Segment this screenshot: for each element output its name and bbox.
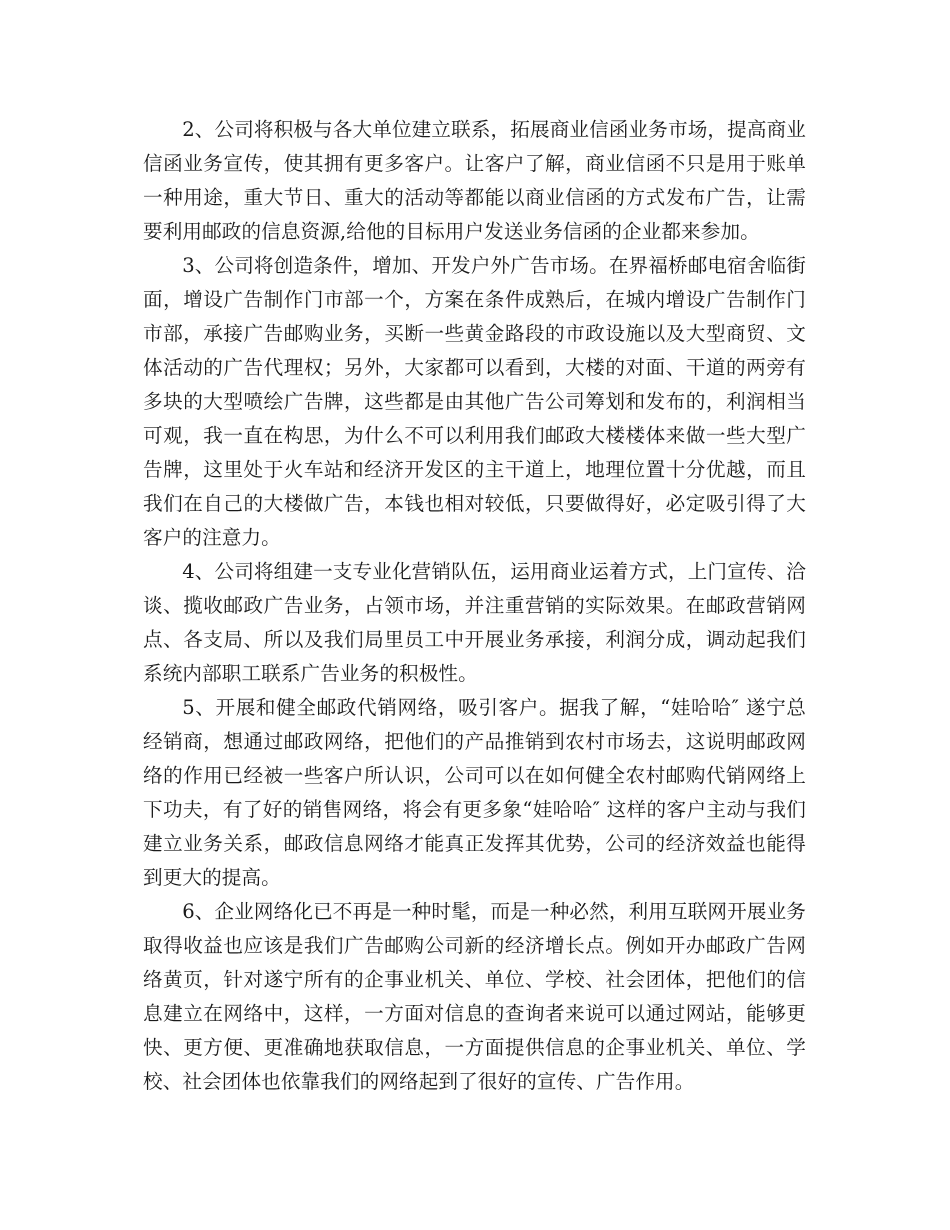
paragraph-item-2: 2、公司将积极与各大单位建立联系，拓展商业信函业务市场，提高商业信函业务宣传，使其拥有更多客户。让客户了解，商业信函不只是用于账单一种用途，重大节日、重大的活动等都能以商业信函的方式发布广告，让需要利用邮政的信息资源,给他的目标用户发送业务信函的企业都来参加。 [143, 118, 806, 243]
paragraph-item-6: 6、企业网络化已不再是一种时髦，而是一种必然，利用互联网开展业务取得收益也应该是我们广告邮购公司新的经济增长点。例如开办邮政广告网络黄页，针对遂宁所有的企事业机关、单位、学校、社会团体，把他们的信息建立在网络中，这样，一方面对信息的查询者来说可以通过网站，能够更快、更方便、更准确地获取信息，一方面提供信息的企事业机关、单位、学校、社会团体也依靠我们的网络起到了很好的宣传、广告作用。 [143, 900, 806, 1093]
document-body [143, 113, 806, 1099]
paragraph-item-3: 3、公司将创造条件，增加、开发户外广告市场。在界福桥邮电宿舍临街面，增设广告制作门市部一个，方案在条件成熟后，在城内增设广告制作门市部，承接广告邮购业务，买断一些黄金路段的市政设施以及大型商贸、文体活动的广告代理权；另外，大家都可以看到，大楼的对面、干道的两旁有多块的大型喷绘广告牌，这些都是由其他广告公司筹划和发布的，利润相当可观，我一直在构思，为什么不可以利用我们邮政大楼楼体来做一些大型广告牌，这里处于火车站和经济开发区的主干道上，地理位置十分优越，而且我们在自己的大楼做广告，本钱也相对较低，只要做得好，必定吸引得了大客户的注意力。 [143, 254, 806, 549]
paragraph-item-4: 4、公司将组建一支专业化营销队伍，运用商业运着方式，上门宣传、洽谈、揽收邮政广告业务，占领市场，并注重营销的实际效果。在邮政营销网点、各支局、所以及我们局里员工中开展业务承接，利润分成，调动起我们系统内部职工联系广告业务的积极性。 [143, 560, 806, 685]
paragraph-item-5: 5、开展和健全邮政代销网络，吸引客户。据我了解，“娃哈哈″ 遂宁总经销商，想通过邮政网络，把他们的产品推销到农村市场去，这说明邮政网络的作用已经被一些客户所认识，公司可以在如何健全农村邮购代销网络上下功夫，有了好的销售网络，将会有更多象“娃哈哈″ 这样的客户主动与我们建立业务关系，邮政信息网络才能真正发挥其优势，公司的经济效益也能得到更大的提高。 [143, 696, 806, 889]
